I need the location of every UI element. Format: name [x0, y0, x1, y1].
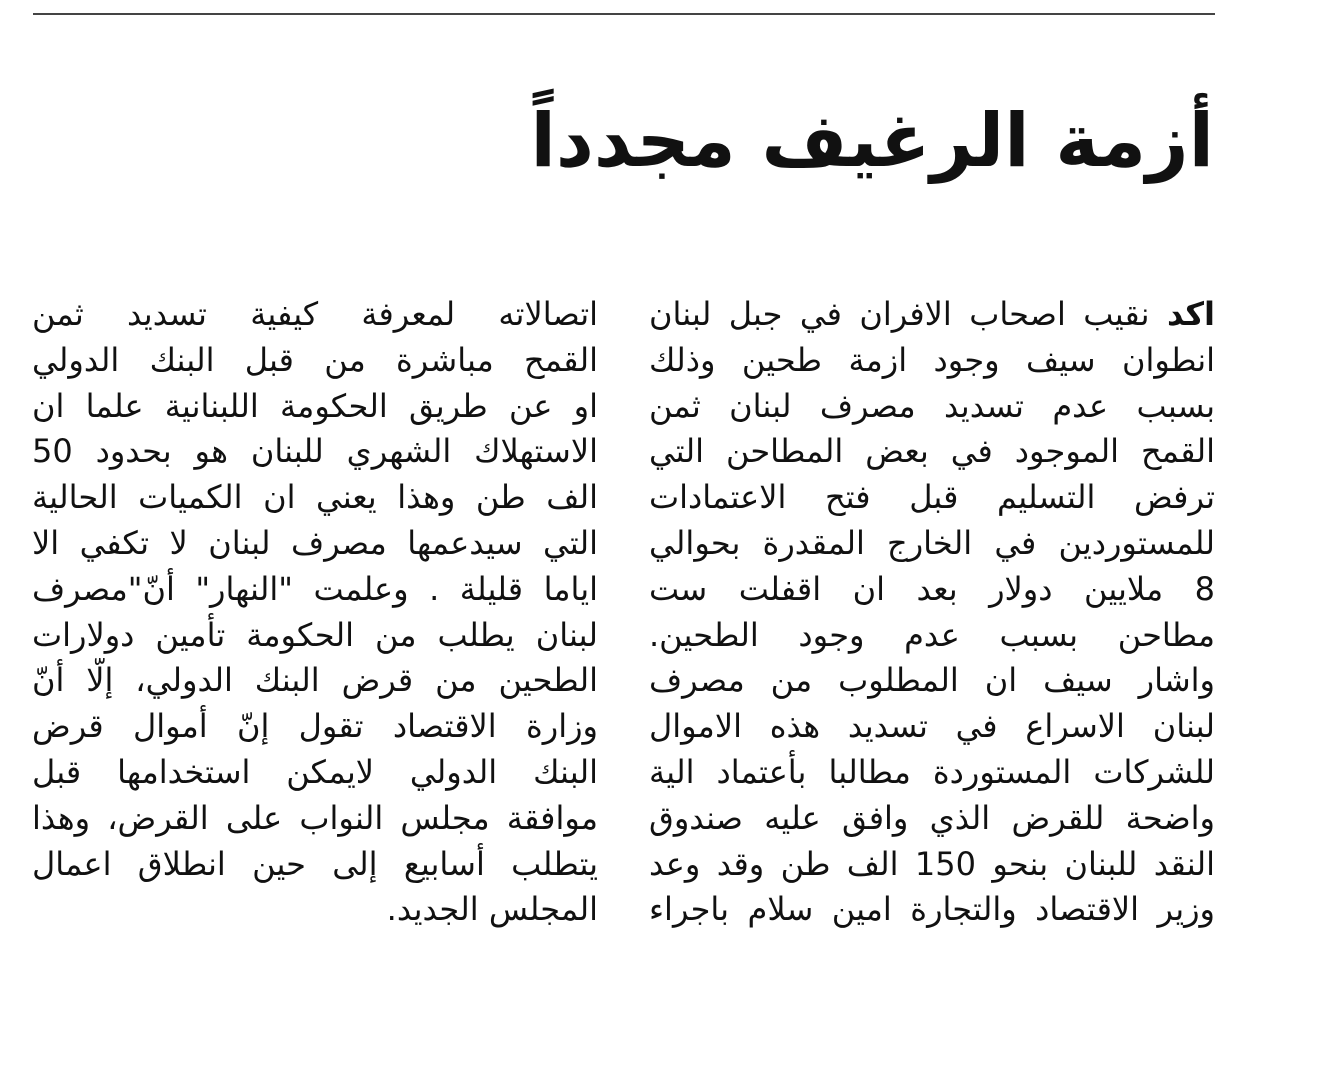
article-line: المجلس الجديد.	[386, 890, 598, 929]
lead-word: اكد	[1166, 295, 1215, 333]
article-line: 8 ملايين دولار بعد ان اقفلت ست	[649, 569, 1215, 608]
article-line: وزارة الاقتصاد تقول إنّ أموال قرض	[32, 707, 598, 746]
article-line: مطاحن بسبب عدم وجود الطحين.	[649, 615, 1215, 654]
article-line: الاستهلاك الشهري للبنان هو بحدود 50	[32, 432, 598, 471]
article-line: القمح مباشرة من قبل البنك الدولي	[32, 340, 598, 379]
article-line: القمح الموجود في بعض المطاحن التي	[649, 432, 1215, 471]
article-line: وزير الاقتصاد والتجارة امين سلام باجراء	[649, 890, 1215, 929]
headline: أزمة الرغيف مجدداً	[530, 98, 1214, 184]
article-line: واضحة للقرض الذي وافق عليه صندوق	[649, 798, 1215, 837]
article-line: او عن طريق الحكومة اللبنانية علما ان	[32, 386, 598, 425]
article-line: النقد للبنان بنحو 150 الف طن وقد وعد	[649, 844, 1215, 883]
article-line: التي سيدعمها مصرف لبنان لا تكفي الا	[32, 523, 598, 562]
article-line: اتصالاته لمعرفة كيفية تسديد ثمن	[32, 295, 598, 333]
article-column-left	[32, 292, 598, 933]
article-line: اياما قليلة . وعلمت "النهار" أنّ"مصرف	[32, 569, 598, 608]
top-rule	[33, 13, 1215, 15]
article-line: البنك الدولي لايمكن استخدامها قبل	[32, 752, 598, 791]
article-line	[649, 292, 1215, 338]
article-line: للشركات المستوردة مطالبا بأعتماد الية	[649, 752, 1215, 791]
article-line: لبنان الاسراع في تسديد هذه الاموال	[649, 707, 1215, 746]
article-line: واشار سيف ان المطلوب من مصرف	[649, 661, 1215, 700]
article-column-right	[649, 292, 1215, 933]
article-line: ترفض التسليم قبل فتح الاعتمادات	[649, 478, 1215, 517]
first-line-text: نقيب اصحاب الافران في جبل لبنان	[649, 295, 1167, 333]
article-line: موافقة مجلس النواب على القرض، وهذا	[32, 798, 598, 837]
article-line: للمستوردين في الخارج المقدرة بحوالي	[649, 523, 1215, 562]
article-line: بسبب عدم تسديد مصرف لبنان ثمن	[649, 386, 1215, 425]
article-line: انطوان سيف وجود ازمة طحين وذلك	[649, 340, 1215, 379]
article-line: يتطلب أسابيع إلى حين انطلاق اعمال	[32, 844, 598, 883]
article-line: الطحين من قرض البنك الدولي، إلّا أنّ	[32, 661, 598, 700]
article-line: لبنان يطلب من الحكومة تأمين دولارات	[32, 615, 598, 654]
article-line: الف طن وهذا يعني ان الكميات الحالية	[32, 478, 598, 517]
